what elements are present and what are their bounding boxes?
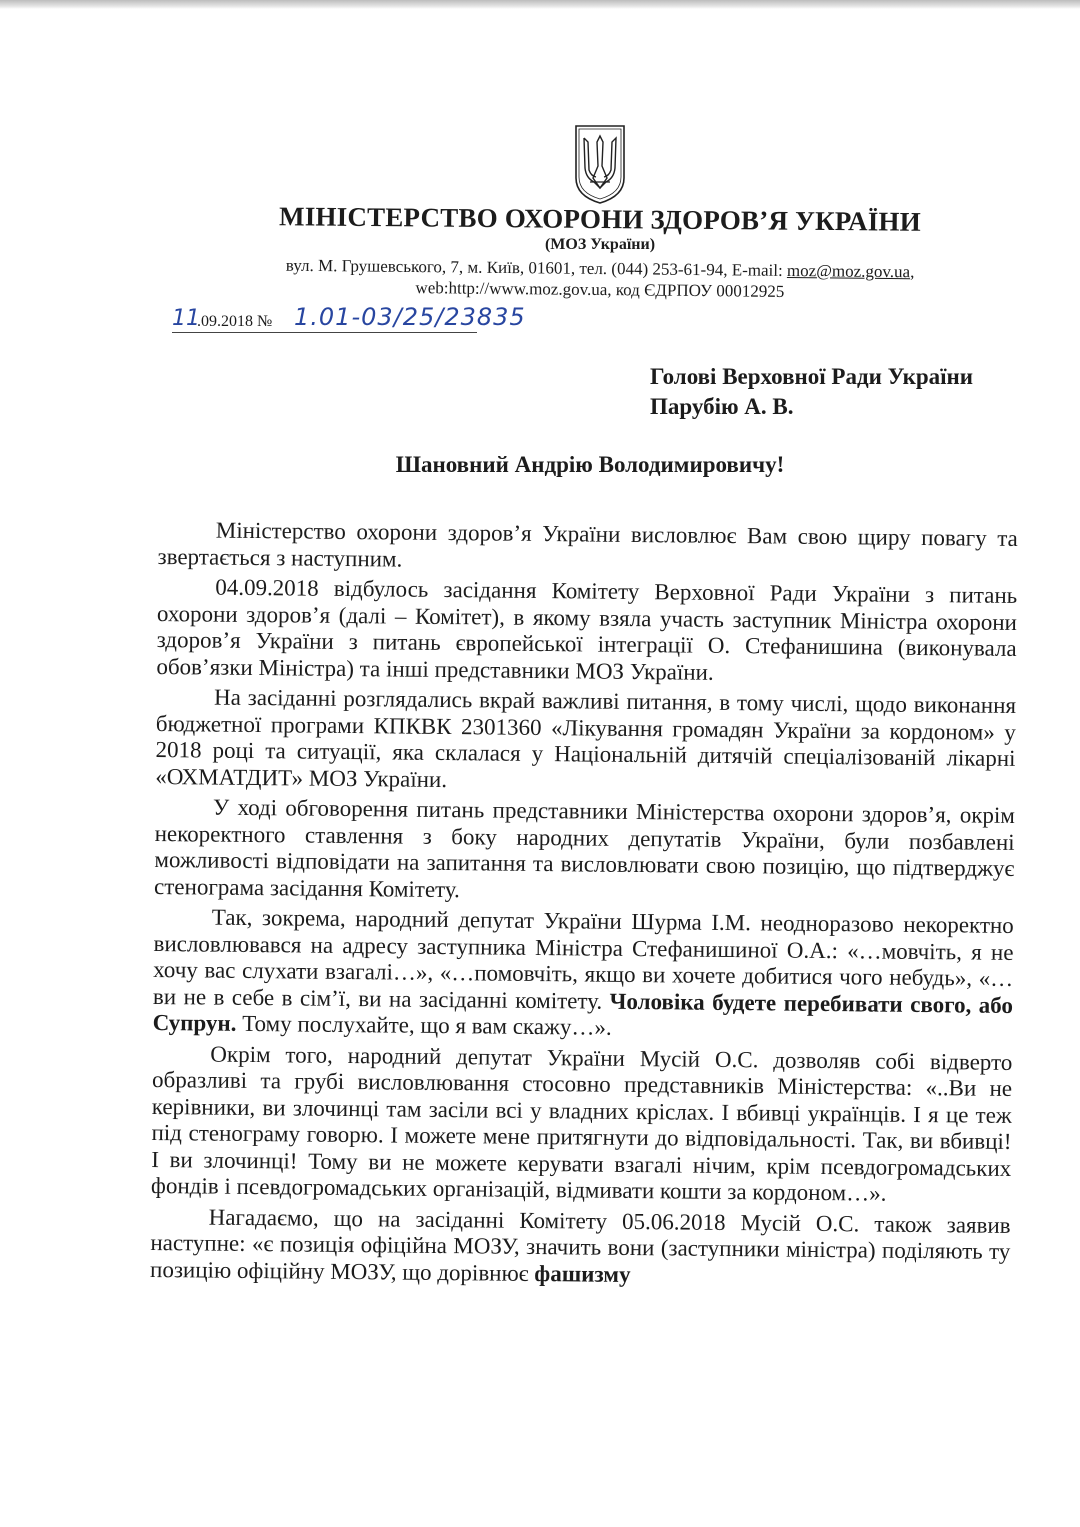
web-line: web:http://www.moz.gov.ua, код ЄДРПОУ 00012925 (415, 278, 785, 301)
recipient-name: Парубію А. В. (650, 394, 794, 419)
recipient-block (650, 362, 973, 422)
registration-line (172, 300, 602, 340)
paragraph: На засіданні розглядались вкрай важливі питання, в тому числі, щодо виконання бюджетної програми КПКВК 2301360 «Лікування громадян України за кордоном» у 2018 році та ситуації, яка склалася у Національній дитячій спеціалізованій лікарні «ОХМАТДИТ» МОЗ України. (155, 684, 1017, 792)
paragraph: Міністерство охорони здоров’я України висловлює Вам свою щиру повагу та звертається з наступним. (157, 517, 1018, 572)
salutation: Шановний Андрію Володимировичу! (395, 452, 785, 477)
ministry-abbreviation: (МОЗ України) (544, 236, 656, 253)
handwritten-number: 1.01-03/25/23835 (294, 303, 526, 331)
bold-quote: Чоловіка будете перебивати свого, або Супрун. (152, 988, 1014, 1036)
bold-word: фашизму (534, 1260, 631, 1287)
email-link[interactable]: moz@moz.gov.ua (786, 260, 911, 282)
address-text: вул. М. Грушевського, 7, м. Київ, 01601, тел. (044) 253-61-94, E-mail: (285, 255, 788, 280)
paragraph: У ході обговорення питань представники Міністерства охорони здоров’я, окрім некоректного ставлення з боку народних депутатів України, були позбавлені можливості відповідати на запитання та висловлювати свою позицію, що підтверджує стенограма засідання Комітету. (154, 794, 1016, 902)
scan-edge (0, 0, 1080, 9)
letter-body (150, 517, 1018, 1296)
recipient-title: Голові Верховної Ради України (650, 364, 974, 389)
paragraph: 04.09.2018 відбулось засідання Комітету Верховної Ради України з питань охорони здоров’я (далі – Комітет), в якому взяла участь заступник Міністра охорони здоров’я України з питань європейської інтеграції О. Стефанишина (виконувала обов’язки Міністра) та інші представники МОЗ України. (156, 574, 1018, 685)
paragraph-text: Тому послухайте, що я вам скажу…». (236, 1010, 612, 1040)
ministry-name: МІНІСТЕРСТВО ОХОРОНИ ЗДОРОВ’Я УКРАЇНИ (278, 201, 922, 237)
paragraph-text: Нагадаємо, що на засіданні Комітету 05.06.2018 Мусій О.С. також заявив наступне: «є позиція офіційна МОЗУ, значить вони (заступники міністра) поділяють ту позицію офіційну МОЗУ, що дорівнює (149, 1204, 1011, 1286)
paragraph (150, 1203, 1011, 1292)
paragraph (153, 904, 1014, 1045)
paragraph: Окрім того, народний депутат України Мусій О.С. дозволяв собі відверто образливі та грубі висловлювання стосовно представників Міністерства: «..Ви не керівники, ви злочинці там засіли всі у владних кріслах. І вбивці українців. І я це теж під стенограму говорю. І можете мене притягнути до відповідальності. Так, ви вбивці! І ви злочинці! Тому ви не можете керувати взагалі нічим, крім псевдогромадських фондів і псевдогромадських організацій, відмивати кошти за кордоном…». (150, 1041, 1013, 1206)
paragraph-text: Так, зокрема, народний депутат України Шурма І.М. неодноразово некоректно висловлювався на адресу заступника Міністра Стефанишиної О.А.: «…мовчіть, я не хочу вас слухати взагалі…», «…помовчіть, якщо ви хочете добитися чого небудь», «… ви не в себе в сім’ї, ви на засіданні комітету. (152, 904, 1014, 1014)
registration-date: .09.2018 № (197, 313, 273, 330)
registration-underline (172, 332, 477, 333)
handwritten-day: 11 (172, 306, 200, 331)
address-suffix: , (910, 262, 915, 282)
ministry-address (200, 254, 1000, 304)
trident-emblem-icon (572, 122, 628, 206)
